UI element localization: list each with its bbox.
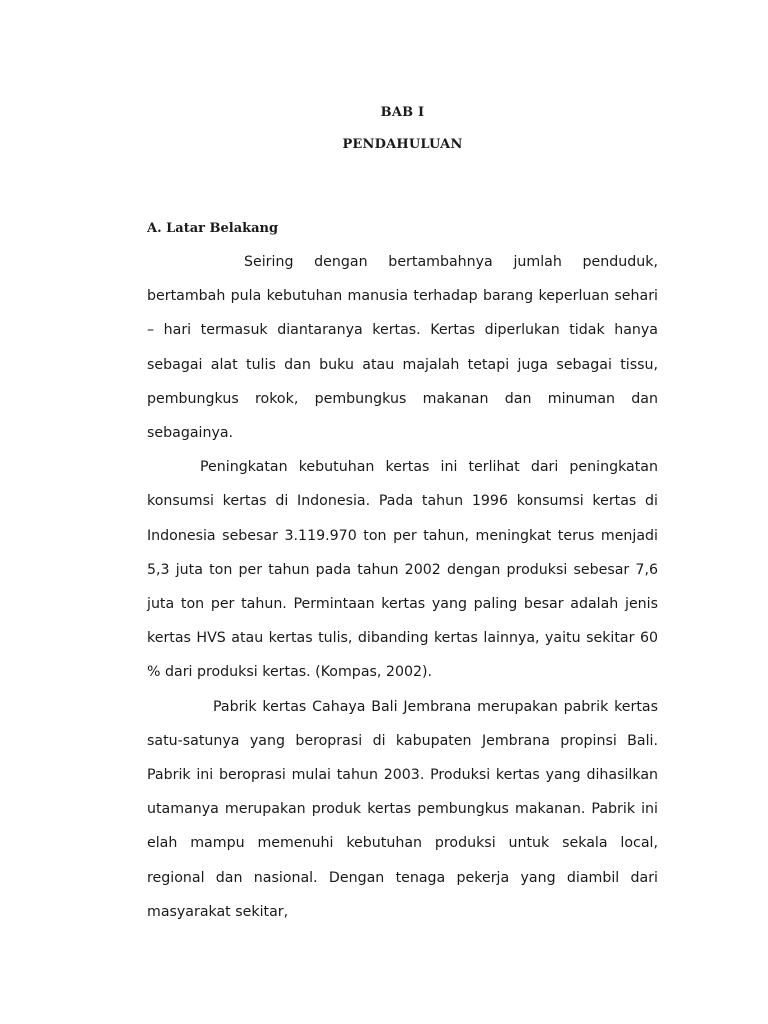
body-text (147, 245, 658, 929)
chapter-title: PENDAHULUAN (342, 137, 463, 152)
paragraph-3: Pabrik kertas Cahaya Bali Jembrana merupakan pabrik kertas satu-satunya yang beroprasi di kabupaten Jembrana propinsi Bali. Pabrik ini beroprasi mulai tahun 2003. Produksi kertas yang dihasilkan utamanya merupakan produk kertas pembungkus makanan. Pabrik ini elah mampu memenuhi kebutuhan produksi untuk sekala local, regional dan nasional. Dengan tenaga pekerja yang diambil dari masyarakat sekitar, (147, 698, 658, 920)
section-heading: A. Latar Belakang (147, 221, 279, 236)
paragraph-2: Peningkatan kebutuhan kertas ini terlihat dari peningkatan konsumsi kertas di Indonesia. Pada tahun 1996 konsumsi kertas di Indonesia sebesar 3.119.970 ton per tahun, meningkat terus menjadi 5,3 juta ton per tahun pada tahun 2002 dengan produksi sebesar 7,6 juta ton per tahun. Permintaan kertas yang paling besar adalah jenis kertas HVS atau kertas tulis, dibanding kertas lainnya, yaitu sekitar 60 % dari produksi kertas. (Kompas, 2002). (147, 459, 658, 681)
paragraph-1: Seiring dengan bertambahnya jumlah penduduk, bertambah pula kebutuhan manusia terhadap barang keperluan sehari – hari termasuk diantaranya kertas. Kertas diperlukan tidak hanya sebagai alat tulis dan buku atau majalah tetapi juga sebagai tissu, pembungkus rokok, pembungkus makanan dan minuman dan sebagainya. (147, 254, 658, 442)
chapter-number: BAB I (380, 105, 425, 120)
